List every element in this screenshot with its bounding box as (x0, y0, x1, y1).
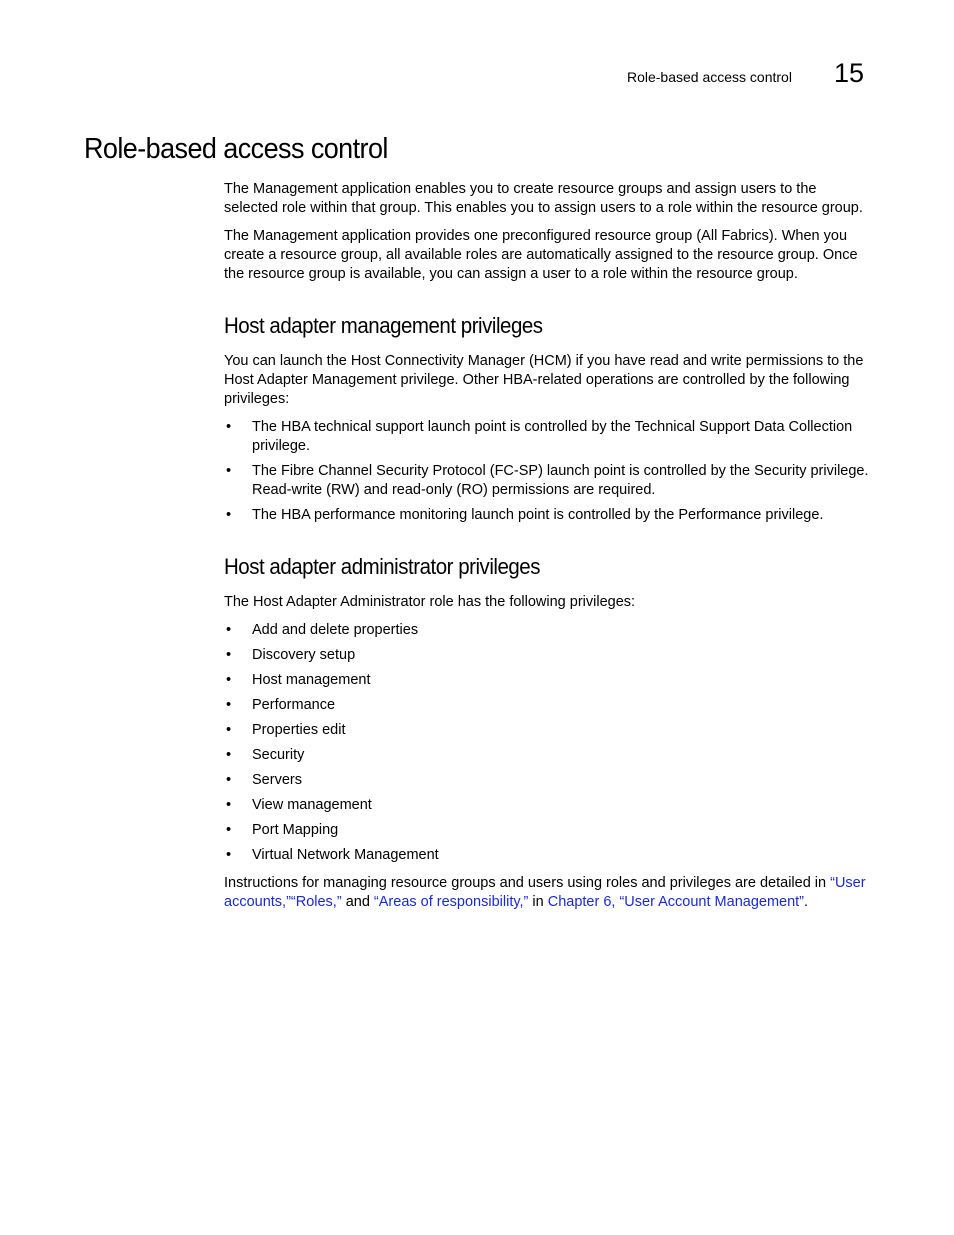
list-item: • Port Mapping (224, 821, 874, 840)
list-item: • The HBA technical support launch point is controlled by the Technical Support Data Collection privilege. (224, 418, 874, 456)
chapter-6-link[interactable]: Chapter 6, “User Account Management” (547, 894, 805, 910)
list-item: • Servers (224, 771, 874, 790)
closing-paragraph (224, 874, 874, 912)
list-item: • The HBA performance monitoring launch point is controlled by the Performance privilege. (224, 506, 874, 525)
list-item: • Security (224, 746, 874, 765)
closing-text: Instructions for managing resource groups and users using roles and privileges are detailed in (224, 875, 831, 891)
list-item: • Properties edit (224, 721, 874, 740)
closing-text: . (804, 894, 809, 910)
page-body (224, 180, 874, 921)
list-item: • The Fibre Channel Security Protocol (FC-SP) launch point is controlled by the Security privilege. Read-write (RW) and read-only (RO) permissions are required. (224, 462, 874, 500)
list-item: • Add and delete properties (224, 621, 874, 640)
host-mgmt-heading: Host adapter management privileges (224, 313, 543, 338)
list-item: • View management (224, 796, 874, 815)
host-admin-paragraph: The Host Adapter Administrator role has the following privileges: (224, 594, 636, 610)
list-item: • Virtual Network Management (224, 846, 874, 865)
areas-of-responsibility-link[interactable]: “Areas of responsibility,” (373, 894, 529, 910)
chapter-number: 15 (833, 58, 864, 88)
closing-text: and (341, 894, 374, 910)
closing-text: in (528, 894, 548, 910)
intro-paragraph-2: The Management application provides one preconfigured resource group (All Fabrics). When you create a resource group, all available roles are automatically assigned to the resource group. Once the resource group is available, you can assign a user to a role within the resource group. (224, 228, 858, 282)
host-mgmt-list (224, 418, 874, 525)
host-admin-heading: Host adapter administrator privileges (224, 554, 540, 579)
list-item: • Host management (224, 671, 874, 690)
running-header (627, 58, 864, 89)
user-accounts-link[interactable]: “User accounts,” (224, 875, 866, 910)
host-admin-list (224, 621, 874, 865)
running-title: Role-based access control (626, 69, 792, 85)
roles-link[interactable]: “Roles,” (290, 894, 342, 910)
list-item: • Discovery setup (224, 646, 874, 665)
intro-paragraph-1: The Management application enables you to create resource groups and assign users to the selected role within that group. This enables you to assign users to a role within the resource group. (224, 181, 863, 216)
page-title: Role-based access control (84, 133, 388, 165)
list-item: • Performance (224, 696, 874, 715)
host-mgmt-paragraph: You can launch the Host Connectivity Manager (HCM) if you have read and write permissions to the Host Adapter Management privilege. Other HBA-related operations are controlled by the following privileges: (224, 353, 864, 407)
